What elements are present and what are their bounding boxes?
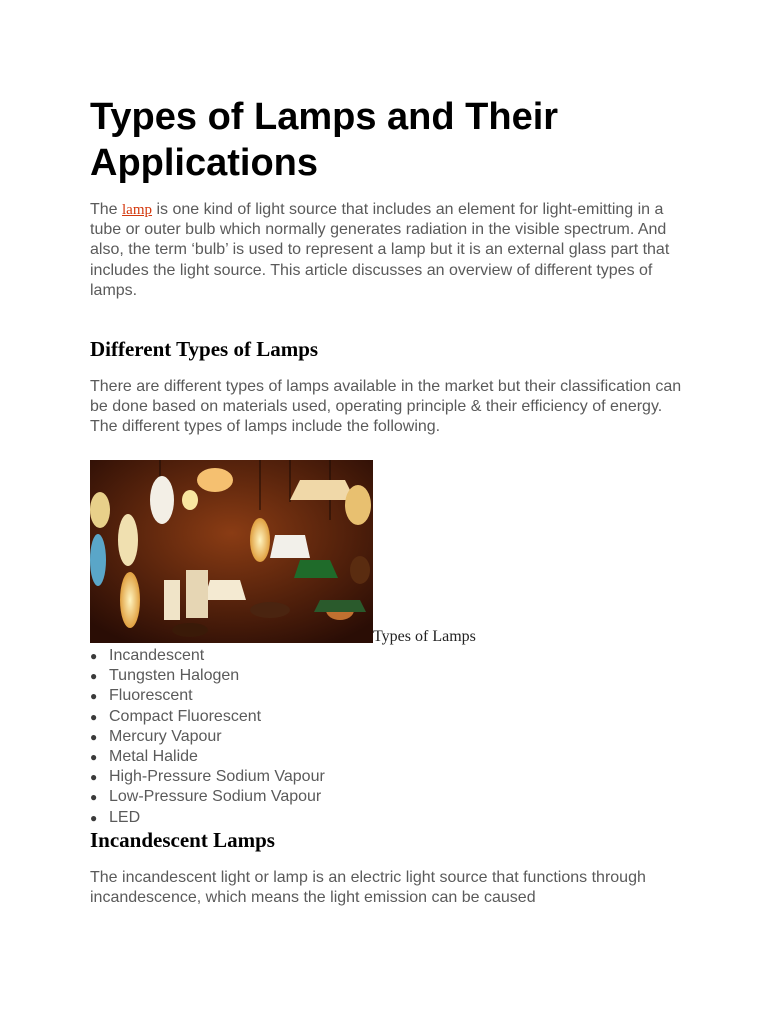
bullet-icon: ● [90,709,98,724]
intro-paragraph [90,200,686,301]
list-item [90,646,325,666]
bullet-icon: ● [90,729,98,744]
figure [90,460,690,643]
bullet-icon: ● [90,669,98,684]
bullet-icon: ● [90,689,98,704]
bullet-icon: ● [90,790,98,805]
incandescent-paragraph: The incandescent light or lamp is an electric light source that functions through incandescence, which means the light emission can be caused [90,869,646,907]
list-item-label: Compact Fluorescent [109,707,262,725]
list-item [90,707,325,727]
list-item [90,767,325,787]
figure-caption: Types of Lamps [373,628,476,645]
lamp-link[interactable]: lamp [122,202,153,218]
intro-text-rest: is one kind of light source that includes an element for light-emitting in a tube or outer bulb which normally generates radiation in the visible spectrum. And also, the term ‘bulb’ is used to represent a lamp but it is an external glass part that includes the light source. This article discusses an overview of different types of lamps. [90,201,670,299]
section-heading-incandescent: Incandescent Lamps [90,828,275,852]
list-item-label: Tungsten Halogen [109,667,240,685]
list-item-label: Mercury Vapour [109,727,222,745]
list-item [90,787,325,807]
types-paragraph: There are different types of lamps available in the market but their classification can be done based on materials used, operating principle & their efficiency of energy. The different types of lamps include the following. [90,378,682,436]
bullet-icon: ● [90,810,98,825]
list-item-label: Incandescent [109,647,205,664]
lamp-types-list [90,646,325,828]
list-item [90,666,325,686]
list-item-label: High-Pressure Sodium Vapour [109,768,325,786]
bullet-icon: ● [90,770,98,785]
intro-text-start: The [90,201,123,218]
bullet-icon: ● [90,649,98,663]
section-heading-types: Different Types of Lamps [90,337,319,361]
list-item-label: LED [109,808,141,826]
list-item [90,727,325,747]
list-item [90,747,325,767]
list-item [90,808,325,828]
bullet-icon: ● [90,750,98,765]
page-title: Types of Lamps and Their Applications [90,96,559,184]
lamp-shop-photo [90,460,373,643]
list-item-label: Metal Halide [109,748,198,766]
list-item-label: Low-Pressure Sodium Vapour [109,788,322,806]
list-item-label: Fluorescent [109,687,193,705]
list-item [90,686,325,706]
